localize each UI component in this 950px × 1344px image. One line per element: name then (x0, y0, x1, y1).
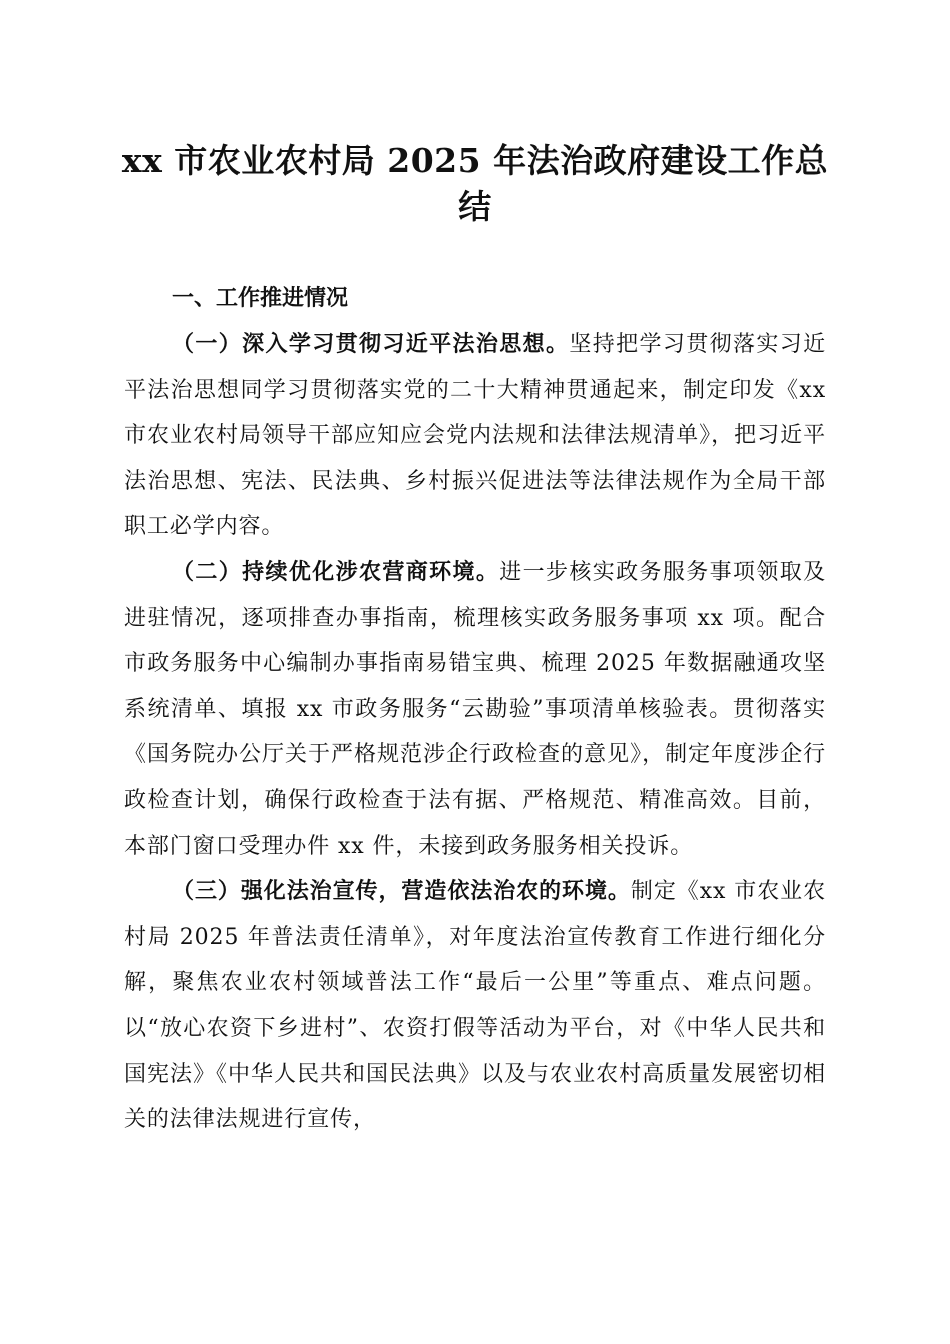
paragraph-3 (124, 869, 826, 1143)
section-heading: 一、工作推进情况 (172, 286, 349, 311)
document-title: xx 市农业农村局 2025 年法治政府建设工作总结 (121, 141, 829, 226)
paragraph-1 (124, 322, 826, 550)
paragraph-3-lead: （三）强化法治宣传，营造依法治农的环境。 (172, 879, 631, 905)
section-body (124, 322, 826, 1143)
paragraph-1-lead: （一）深入学习贯彻习近平法治思想。 (172, 332, 570, 357)
paragraph-2-text: 进一步核实政务服务事项领取及进驻情况，逐项排查办事指南，梳理核实政务服务事项 xx 项。配合市政务服务中心编制办事指南易错宝典、梳理 2025 年数据融通攻坚系统清单、填报 xx 市政务服务“云勘验”事项清单核验表。贯彻落实《国务院办公厅关于严格规范涉企行政检查的意见》，制定年度涉企行政检查计划，确保行政检查于法有据、严格规范、精准高效。目前，本部门窗口受理办件 xx 件，未接到政务服务相关投诉。 (124, 559, 826, 859)
paragraph-1-text: 坚持把学习贯彻落实习近平法治思想同学习贯彻落实党的二十大精神贯通起来，制定印发《xx 市农业农村局领导干部应知应会党内法规和法律法规清单》，把习近平法治思想、宪法、民法典、乡村振兴促进法等法律法规作为全局干部职工必学内容。 (124, 332, 826, 540)
paragraph-2 (124, 550, 826, 869)
paragraph-2-lead: （二）持续优化涉农营商环境。 (172, 559, 500, 585)
paragraph-3-text: 制定《xx 市农业农村局 2025 年普法责任清单》，对年度法治宣传教育工作进行细化分解，聚焦农业农村领域普法工作“最后一公里”等重点、难点问题。以“放心农资下乡进村”、农资打假等活动为平台，对《中华人民共和国宪法》《中华人民共和国民法典》以及与农业农村高质量发展密切相关的法律法规进行宣传， (124, 879, 826, 1133)
